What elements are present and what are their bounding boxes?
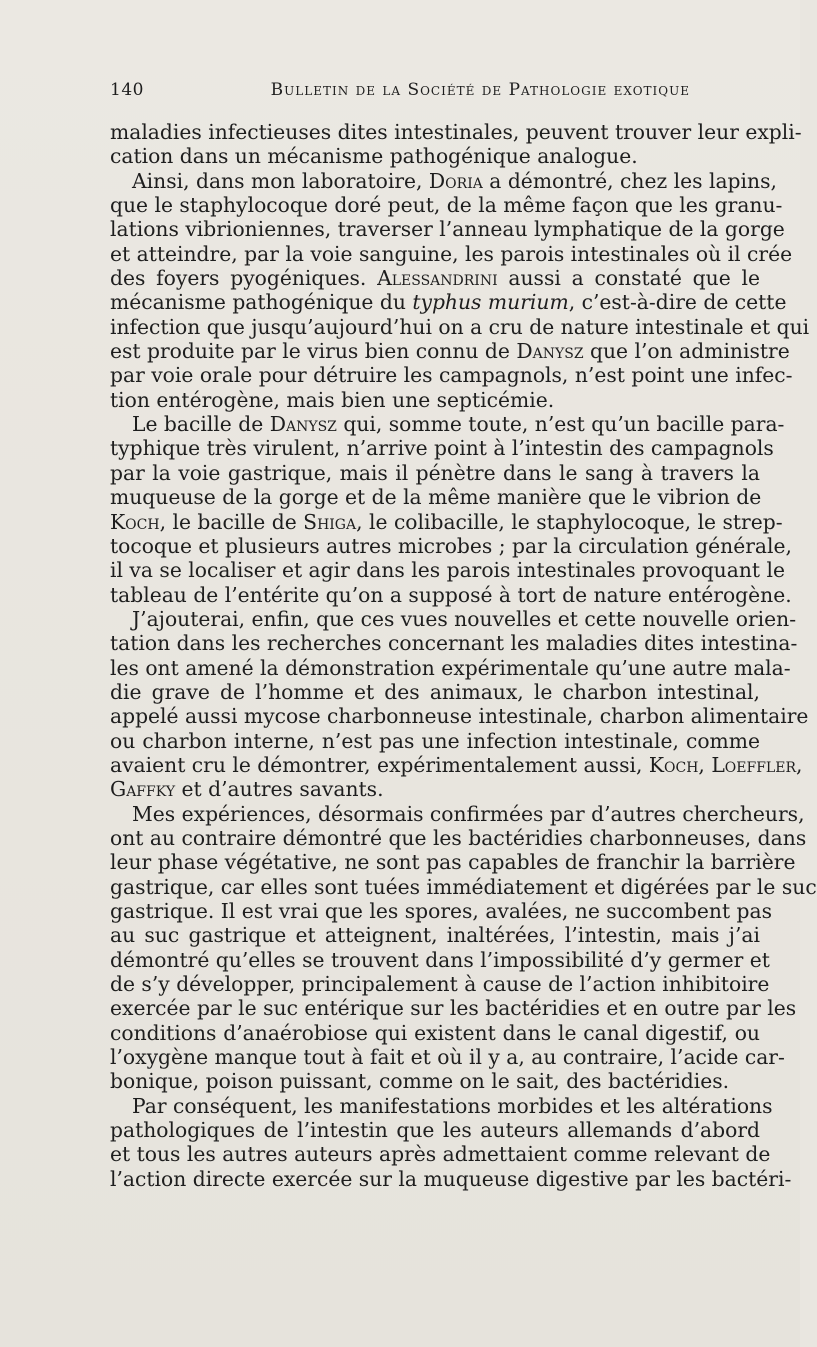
text-line: [110, 266, 760, 290]
text-segment: est produite par le virus bien connu de: [110, 339, 517, 364]
text-segment: démontré qu’elles se trouvent dans l’impossibilité d’y germer et: [110, 947, 770, 972]
author-name: Danysz: [516, 339, 584, 364]
text-segment: tocoque et plusieurs autres microbes ; par la circulation générale,: [110, 533, 792, 558]
text-segment: tation dans les recherches concernant les maladies dites intestina-: [110, 631, 798, 656]
text-line: [110, 899, 773, 923]
text-segment: gastrique. Il est vrai que les spores, avalées, ne succombent pas: [110, 899, 773, 923]
text-segment: l’oxygène manque tout à fait et où il y a, au contraire, l’acide car-: [110, 1045, 785, 1070]
text-segment: que le staphylocoque doré peut, de la même façon que les granu-: [110, 193, 783, 218]
text-segment: il va se localiser et agir dans les parois intestinales provoquant le: [110, 558, 785, 583]
text-segment: que l’on administre: [583, 339, 790, 364]
text-line: [110, 923, 760, 947]
text-line: [110, 729, 760, 753]
author-name: Shiga: [303, 509, 357, 534]
text-segment: tableau de l’entérite qu’on a supposé à tort de nature entérogène.: [110, 582, 792, 607]
italic-term: typhus murium: [412, 290, 569, 315]
text-line: [110, 1166, 792, 1191]
author-name: Gaffky: [110, 777, 176, 802]
author-name: Doria: [428, 168, 483, 193]
text-segment: ont au contraire démontré que les bactéridies charbonneuses, dans: [110, 825, 807, 850]
author-name: Koch: [648, 752, 699, 777]
text-segment: par voie orale pour détruire les campagnols, n’est point une infec-: [110, 363, 793, 388]
text-line: [110, 825, 807, 850]
text-line: [110, 606, 797, 631]
text-line: [110, 533, 792, 558]
text-line: [110, 314, 810, 339]
text-segment: ,: [795, 752, 803, 777]
text-segment: de s’y développer, principalement à cause de l’action inhibitoire: [110, 972, 770, 997]
text-segment: exercée par le suc entérique sur les bactéridies et en outre par les: [110, 996, 797, 1021]
text-segment: aussi a constaté que le: [497, 266, 760, 291]
text-line: [110, 461, 760, 485]
text-line: [110, 1045, 785, 1070]
text-segment: conditions d’anaérobiose qui existent dans le canal digestif, ou: [110, 1020, 760, 1045]
author-name: Loeffler: [711, 752, 796, 777]
text-line: [110, 193, 783, 218]
text-segment: maladies infectieuses dites intestinales, peuvent trouver leur expli-: [110, 120, 802, 144]
text-line: [110, 874, 817, 899]
text-segment: bonique, poison puissant, comme on le sait, des bactéridies.: [110, 1069, 730, 1094]
text-segment: les ont amené la démonstration expérimentale qu’une autre mala-: [110, 655, 791, 680]
text-line: [110, 509, 783, 534]
text-segment: par la voie gastrique, mais il pénètre dans le sang à travers la: [110, 460, 760, 485]
running-head: Bulletin de la Société de Pathologie exotique: [270, 80, 690, 100]
text-segment: , le bacille de: [159, 509, 304, 534]
text-line: [110, 777, 760, 801]
page-header: [110, 80, 690, 110]
text-segment: au suc gastrique et atteignent, inaltérées, l’intestin, mais j’ai: [110, 923, 760, 948]
text-segment: Par conséquent, les manifestations morbides et les altérations: [132, 1093, 773, 1118]
text-line: [110, 1021, 760, 1045]
text-segment: cation dans un mécanisme pathogénique analogue.: [110, 144, 638, 169]
text-segment: mécanisme pathogénique du: [110, 290, 413, 315]
text-segment: tion entérogène, mais bien une septicémie.: [110, 387, 555, 412]
text-segment: Le bacille de: [132, 412, 270, 437]
text-line: [110, 972, 770, 997]
text-segment: die grave de l’homme et des animaux, le charbon intestinal,: [110, 679, 760, 704]
text-segment: des foyers pyogéniques.: [110, 266, 378, 291]
text-line: [110, 752, 803, 777]
text-line: [110, 947, 770, 972]
text-line: [110, 1142, 771, 1167]
text-segment: ou charbon interne, n’est pas une infection intestinale, comme: [110, 728, 760, 753]
text-segment: Mes expériences, désormais confirmées par d’autres chercheurs,: [132, 801, 805, 826]
text-segment: appelé aussi mycose charbonneuse intestinale, charbon alimentaire: [110, 704, 809, 729]
text-segment: , c’est-à-dire de cette: [568, 290, 787, 315]
text-line: [110, 120, 802, 144]
text-line: [110, 558, 785, 583]
text-line: [110, 1093, 773, 1118]
text-segment: ,: [698, 752, 712, 777]
author-name: Alessandrini: [377, 266, 498, 291]
text-line: [110, 680, 760, 704]
text-line: [110, 850, 796, 875]
text-segment: a démontré, chez les lapins,: [482, 168, 777, 193]
text-segment: muqueuse de la gorge et de la même manière que le vibrion de: [110, 485, 762, 510]
text-line: [110, 241, 793, 266]
text-line: [110, 1069, 760, 1093]
text-segment: J’ajouterai, enfin, que ces vues nouvelles et cette nouvelle orien-: [132, 606, 797, 631]
text-segment: et atteindre, par la voie sanguine, les parois intestinales où il crée: [110, 241, 793, 266]
text-line: [110, 704, 809, 729]
text-segment: pathologiques de l’intestin que les auteurs allemands d’abord: [110, 1118, 760, 1143]
text-line: [110, 582, 792, 607]
text-line: [110, 412, 785, 437]
text-line: [110, 290, 787, 315]
text-segment: lations vibrioniennes, traverser l’anneau lymphatique de la gorge: [110, 217, 785, 242]
text-line: [110, 436, 774, 461]
text-segment: leur phase végétative, ne sont pas capables de franchir la barrière: [110, 850, 796, 875]
author-name: Danysz: [269, 412, 337, 437]
text-segment: , le colibacille, le staphylocoque, le strep-: [356, 509, 783, 534]
text-line: [110, 217, 785, 242]
text-segment: avaient cru le démontrer, expérimentalement aussi,: [110, 752, 649, 777]
text-segment: qui, somme toute, n’est qu’un bacille para-: [336, 412, 785, 437]
text-line: [110, 801, 805, 826]
text-segment: gastrique, car elles sont tuées immédiatement et digérées par le suc: [110, 874, 817, 899]
text-segment: infection que jusqu’aujourd’hui on a cru de nature intestinale et qui: [110, 314, 810, 339]
text-line: [110, 996, 797, 1021]
text-segment: typhique très virulent, n’arrive point à l’intestin des campagnols: [110, 436, 774, 461]
text-segment: Ainsi, dans mon laboratoire,: [132, 168, 429, 193]
text-segment: et tous les autres auteurs après admettaient comme relevant de: [110, 1142, 771, 1167]
text-segment: l’action directe exercée sur la muqueuse digestive par les bactéri-: [110, 1166, 792, 1191]
text-line: [110, 485, 760, 509]
text-line: [110, 655, 791, 680]
text-line: [110, 363, 793, 388]
author-name: Koch: [110, 509, 160, 534]
text-segment: et d’autres savants.: [175, 777, 384, 802]
page-number: 140: [110, 80, 144, 100]
body-text: [110, 120, 817, 1191]
text-line: [110, 339, 790, 364]
text-line: [110, 168, 777, 193]
text-line: [110, 144, 760, 168]
text-line: [110, 1118, 760, 1142]
text-line: [110, 631, 798, 656]
text-line: [110, 388, 760, 412]
